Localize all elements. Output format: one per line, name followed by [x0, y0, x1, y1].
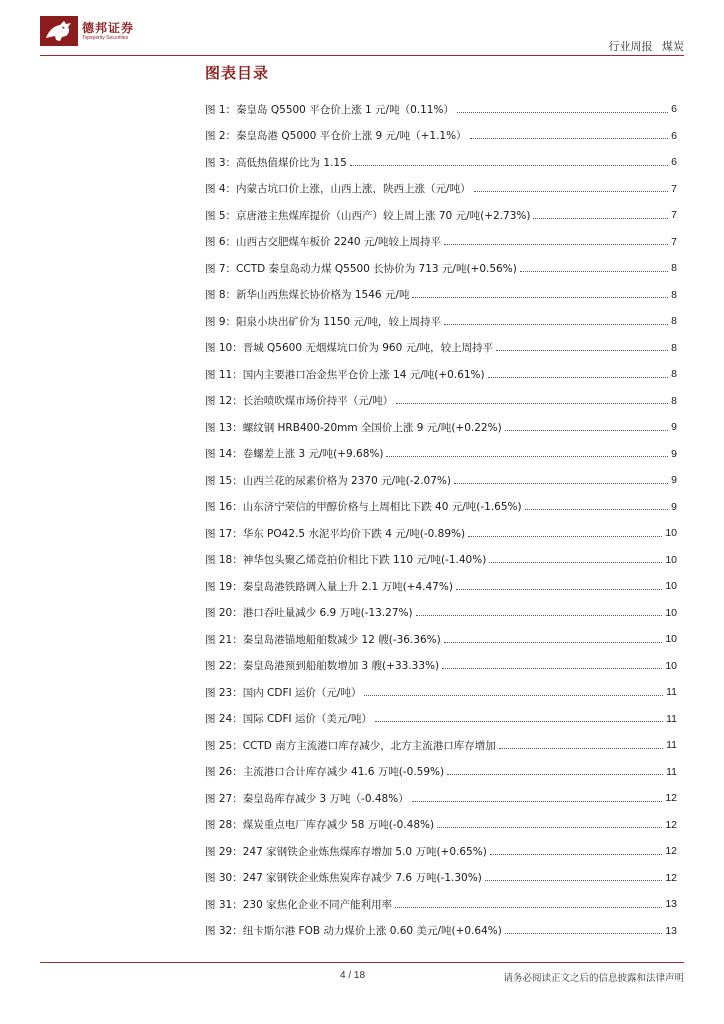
toc-dot-leader [416, 615, 663, 616]
toc-entry-title: 晋城 Q5600 无烟煤坑口价为 960 元/吨，较上周持平 [242, 342, 494, 355]
toc-entry-label: 图 29： [205, 845, 243, 858]
toc-entry-label: 图 30： [205, 872, 243, 885]
toc-entry-page: 9 [671, 474, 677, 487]
toc-entry-page: 6 [671, 103, 677, 116]
toc-list [205, 96, 677, 944]
toc-entry[interactable] [205, 838, 677, 865]
toc-dot-leader [444, 642, 663, 643]
toc-dot-leader [375, 721, 663, 722]
toc-entry-page: 7 [671, 209, 677, 222]
toc-entry-page: 8 [671, 288, 677, 301]
toc-entry-label: 图 16： [205, 501, 243, 514]
toc-entry-title: 长治喷吹煤市场价持平（元/吨） [242, 395, 394, 408]
toc-entry[interactable] [205, 96, 677, 123]
toc-entry[interactable] [205, 123, 677, 150]
toc-entry-title: 纽卡斯尔港 FOB 动力煤价上涨 0.60 美元/吨(+0.64%) [242, 925, 502, 938]
toc-entry-title: 山西兰花的尿素价格为 2370 元/吨(-2.07%) [242, 474, 451, 487]
toc-dot-leader [496, 350, 668, 351]
toc-entry-label: 图 27： [205, 792, 243, 805]
toc-entry-title: 阳泉小块出矿价为 1150 元/吨，较上周持平 [236, 315, 441, 328]
toc-entry-title: 秦皇岛港预到船舶数增加 3 艘(+33.33%) [242, 660, 440, 673]
toc-dot-leader [442, 668, 662, 669]
toc-entry-label: 图 10： [205, 342, 243, 355]
toc-entry-title: 秦皇岛 Q5500 平仓价上涨 1 元/吨（0.11%） [236, 103, 454, 116]
toc-entry-label: 图 11： [205, 368, 243, 381]
page-number: 4 / 18 [340, 970, 366, 981]
toc-entry-page: 13 [665, 924, 677, 937]
toc-entry-page: 12 [665, 792, 677, 805]
toc-entry-page: 6 [671, 129, 677, 142]
toc-entry[interactable] [205, 865, 677, 892]
toc-dot-leader [350, 165, 668, 166]
toc-dot-leader [485, 880, 663, 881]
toc-entry[interactable] [205, 759, 677, 786]
company-logo [40, 16, 134, 46]
toc-entry-title: 卷螺差上涨 3 元/吨(+9.68%) [242, 448, 384, 461]
toc-entry-page: 6 [671, 156, 677, 169]
toc-entry-title: 高低热值煤价比为 1.15 [236, 156, 347, 169]
toc-entry-label: 图 23： [205, 686, 243, 699]
toc-entry-title: 华东 PO42.5 水泥平均价下跌 4 元/吨(-0.89%) [242, 527, 466, 540]
toc-entry-page: 13 [665, 898, 677, 911]
toc-dot-leader [395, 907, 662, 908]
toc-entry-page: 11 [666, 739, 677, 752]
report-type: 行业周报 [608, 40, 653, 53]
toc-entry-page: 12 [665, 871, 677, 884]
toc-entry-label: 图 31： [205, 898, 243, 911]
toc-entry-label: 图 14： [205, 448, 243, 461]
toc-entry-page: 12 [665, 845, 677, 858]
report-sector: 煤炭 [662, 40, 684, 53]
toc-entry-page: 12 [665, 818, 677, 831]
toc-entry-title: 247 家钢铁企业炼焦煤库存增加 5.0 万吨(+0.65%) [242, 845, 487, 858]
toc-entry-title: 新华山西焦煤长协价格为 1546 元/吨 [236, 289, 410, 302]
toc-entry-title: 国内主要港口冶金焦平仓价上涨 14 元/吨(+0.61%) [242, 368, 485, 381]
toc-entry-title: 煤炭重点电厂库存减少 58 万吨(-0.48%) [242, 819, 435, 832]
toc-dot-leader [488, 377, 669, 378]
brand-name-cn: 德邦证券 [82, 20, 135, 35]
toc-entry-page: 10 [665, 659, 677, 672]
toc-entry[interactable] [205, 547, 677, 574]
toc-dot-leader [470, 138, 669, 139]
toc-dot-leader [505, 933, 662, 934]
toc-entry[interactable] [205, 520, 677, 547]
toc-entry-page: 7 [671, 235, 677, 248]
toc-entry[interactable] [205, 706, 677, 733]
toc-entry-title: 国际 CDFI 运价（美元/吨） [242, 713, 372, 726]
toc-entry-page: 7 [671, 182, 677, 195]
toc-entry-page: 11 [666, 765, 677, 778]
toc-entry-label: 图 7： [205, 262, 237, 275]
toc-entry-title: 螺纹钢 HRB400-20mm 全国价上涨 9 元/吨(+0.22%) [242, 421, 502, 434]
toc-entry-label: 图 18： [205, 554, 243, 567]
toc-entry[interactable] [205, 918, 677, 945]
toc-entry-label: 图 15： [205, 474, 243, 487]
toc-entry[interactable] [205, 785, 677, 812]
toc-dot-leader [520, 271, 668, 272]
toc-entry-page: 8 [671, 394, 677, 407]
toc-entry-label: 图 13： [205, 421, 243, 434]
toc-entry-page: 10 [665, 633, 677, 646]
toc-entry[interactable] [205, 600, 677, 627]
toc-dot-leader [499, 748, 663, 749]
toc-entry[interactable] [205, 176, 677, 203]
toc-dot-leader [474, 191, 669, 192]
toc-dot-leader [456, 589, 662, 590]
toc-entry[interactable] [205, 891, 677, 918]
toc-entry[interactable] [205, 282, 677, 309]
toc-entry-label: 图 17： [205, 527, 243, 540]
toc-entry-page: 10 [665, 606, 677, 619]
toc-dot-leader [444, 324, 668, 325]
toc-entry[interactable] [205, 494, 677, 521]
toc-entry-label: 图 1： [205, 103, 237, 116]
toc-entry[interactable] [205, 361, 677, 388]
toc-entry[interactable] [205, 229, 677, 256]
toc-entry[interactable] [205, 467, 677, 494]
toc-dot-leader [505, 430, 668, 431]
toc-entry-title: 神华包头聚乙烯竞拍价相比下跌 110 元/吨(-1.40%) [242, 554, 487, 567]
toc-entry-label: 图 5： [205, 209, 237, 222]
toc-entry[interactable] [205, 255, 677, 282]
toc-dot-leader [447, 774, 663, 775]
toc-entry-title: 港口吞吐量减少 6.9 万吨(-13.27%) [242, 607, 413, 620]
toc-entry-label: 图 24： [205, 713, 243, 726]
toc-entry-label: 图 3： [205, 156, 237, 169]
toc-dot-leader [396, 403, 668, 404]
toc-entry-page: 11 [666, 712, 677, 725]
toc-entry-page: 8 [671, 341, 677, 354]
toc-entry-label: 图 25： [205, 739, 243, 752]
toc-title: 图表目录 [205, 64, 270, 82]
toc-entry-title: 秦皇岛港锚地船舶数减少 12 艘(-36.36%) [242, 633, 441, 646]
brand-name-en: Topsperity Securities [82, 34, 129, 41]
toc-entry-page: 8 [671, 262, 677, 275]
toc-entry-page: 8 [671, 368, 677, 381]
toc-entry-title: 国内 CDFI 运价（元/吨） [242, 686, 362, 699]
toc-entry-title: 主流港口合计库存减少 41.6 万吨(-0.59%) [242, 766, 445, 779]
toc-entry-label: 图 2： [205, 130, 237, 143]
toc-entry-label: 图 21： [205, 633, 243, 646]
toc-dot-leader [386, 456, 668, 457]
toc-entry[interactable] [205, 679, 677, 706]
toc-entry-label: 图 22： [205, 660, 243, 673]
report-category [609, 38, 685, 54]
toc-dot-leader [468, 536, 662, 537]
toc-dot-leader [490, 854, 663, 855]
toc-entry[interactable] [205, 653, 677, 680]
toc-entry-label: 图 32： [205, 925, 243, 938]
toc-entry[interactable] [205, 812, 677, 839]
legal-disclaimer: 请务必阅读正文之后的信息披露和法律声明 [503, 973, 684, 984]
toc-entry-page: 9 [671, 447, 677, 460]
toc-entry[interactable] [205, 414, 677, 441]
toc-entry[interactable] [205, 202, 677, 229]
header-divider [40, 55, 684, 56]
toc-entry-page: 9 [671, 421, 677, 434]
footer-divider [40, 962, 684, 963]
toc-entry-label: 图 26： [205, 766, 243, 779]
toc-entry-title: 秦皇岛港 Q5000 平仓价上涨 9 元/吨（+1.1%） [236, 130, 467, 143]
toc-entry-title: 内蒙古坑口价上涨，山西上涨，陕西上涨（元/吨） [236, 183, 471, 196]
bull-logo-icon [40, 16, 78, 46]
toc-entry-label: 图 6： [205, 236, 237, 249]
toc-entry-page: 11 [666, 686, 677, 699]
toc-dot-leader [457, 112, 668, 113]
toc-dot-leader [412, 801, 663, 802]
toc-entry-title: 山西古交肥煤车板价 2240 元/吨较上周持平 [236, 236, 441, 249]
toc-entry-label: 图 28： [205, 819, 243, 832]
toc-dot-leader [364, 695, 663, 696]
toc-entry[interactable] [205, 388, 677, 415]
toc-entry-title: 230 家焦化企业不同产能利用率 [242, 898, 393, 911]
toc-dot-leader [412, 297, 668, 298]
toc-entry[interactable] [205, 626, 677, 653]
toc-entry-title: 秦皇岛库存减少 3 万吨（-0.48%） [242, 792, 409, 805]
toc-entry-label: 图 12： [205, 395, 243, 408]
toc-entry-page: 10 [665, 580, 677, 593]
toc-dot-leader [489, 562, 662, 563]
toc-entry-page: 9 [671, 500, 677, 513]
toc-dot-leader [437, 827, 662, 828]
toc-entry[interactable] [205, 441, 677, 468]
toc-entry-title: 247 家钢铁企业炼焦炭库存减少 7.6 万吨(-1.30%) [242, 872, 482, 885]
toc-dot-leader [444, 244, 668, 245]
toc-entry-title: 秦皇岛港铁路调入量上升 2.1 万吨(+4.47%) [242, 580, 453, 593]
toc-entry-title: 京唐港主焦煤库提价（山西产）较上周上涨 70 元/吨(+2.73%) [236, 209, 531, 222]
toc-entry-label: 图 8： [205, 289, 237, 302]
toc-entry[interactable] [205, 335, 677, 362]
toc-entry-page: 10 [665, 527, 677, 540]
toc-entry-title: CCTD 秦皇岛动力煤 Q5500 长协价为 713 元/吨(+0.56%) [236, 262, 517, 275]
toc-entry-page: 8 [671, 315, 677, 328]
toc-entry[interactable] [205, 308, 677, 335]
toc-entry-title: CCTD 南方主流港口库存减少，北方主流港口库存增加 [242, 739, 496, 752]
toc-dot-leader [533, 218, 668, 219]
toc-entry-label: 图 9： [205, 315, 237, 328]
toc-entry-page: 10 [665, 553, 677, 566]
toc-dot-leader [525, 509, 669, 510]
toc-entry-label: 图 4： [205, 183, 237, 196]
toc-dot-leader [454, 483, 668, 484]
toc-entry[interactable] [205, 149, 677, 176]
toc-entry[interactable] [205, 573, 677, 600]
toc-entry-label: 图 20： [205, 607, 243, 620]
toc-entry-label: 图 19： [205, 580, 243, 593]
toc-entry[interactable] [205, 732, 677, 759]
toc-entry-title: 山东济宁荣信的甲醇价格与上周相比下跌 40 元/吨(-1.65%) [242, 501, 522, 514]
